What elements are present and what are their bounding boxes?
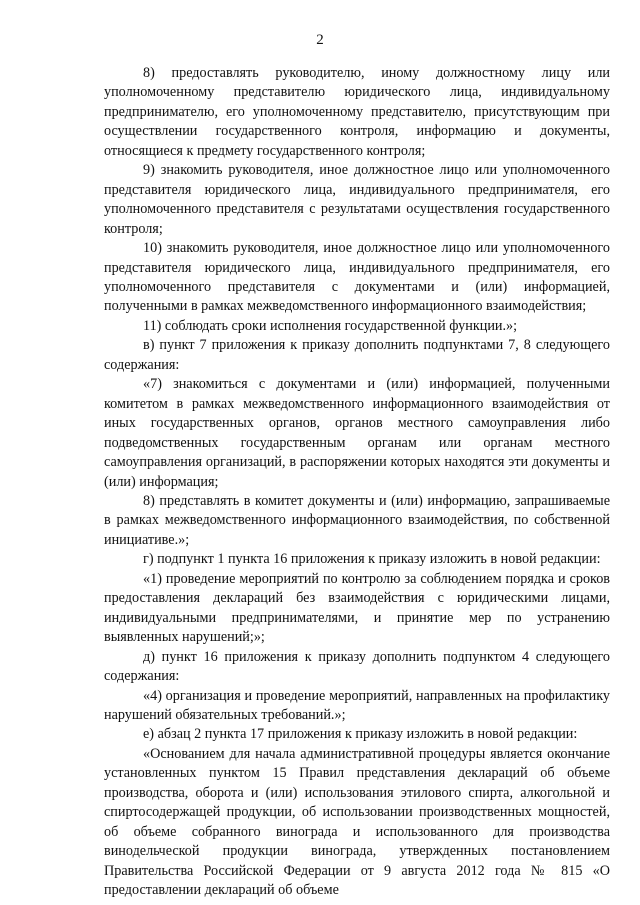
paragraph-item-8: 8) предоставлять руководителю, иному должностному лицу или уполномоченному представителю юридического лица, индивидуальному предпринимателю, его уполномоченному представителю, присутствующим при осуществлении государственного контроля, информацию и документы, относящиеся к предмету государственного контроля; (104, 65, 610, 159)
paragraph-amendment-d: д) пункт 16 приложения к приказу дополнить подпунктом 4 следующего содержания: (104, 648, 610, 685)
paragraph-amendment-g: г) подпункт 1 пункта 16 приложения к приказу изложить в новой редакции: (143, 551, 601, 568)
paragraph-quoted-basis: «Основанием для начала административной процедуры является окончание установленных пунктом 15 Правил представления деклараций об объеме производства, оборота и (или) использования этилового спирта, алкогольной и спиртосодержащей продукции, об использовании производственных мощностей, об объеме собранного винограда и использованного для производства винодельческой продукции винограда, утвержденных постановлением Правительства Российской Федерации от 9 августа 2012 года № 815 «О предоставлении деклараций об объеме (104, 745, 610, 899)
paragraph-quoted-subitem-4: «4) организация и проведение мероприятий, направленных на профилактику нарушений обязательных требований.»; (104, 687, 610, 723)
paragraph-amendment-e: е) абзац 2 пункта 17 приложения к приказу изложить в новой редакции: (143, 726, 578, 743)
paragraph-item-10: 10) знакомить руководителя, иное должностное лицо или уполномоченного представителя юридического лица, индивидуального предпринимателя, его уполномоченного представителя с документами и (или) информацией, полученными в рамках межведомственного информационного взаимодействия; (104, 240, 610, 315)
paragraph-quoted-item-8: 8) представлять в комитет документы и (или) информацию, запрашиваемые в рамках межведомственного информационного взаимодействия, по собственной инициативе.»; (104, 492, 610, 548)
page-number: 2 (316, 32, 324, 48)
paragraph-item-9: 9) знакомить руководителя, иное должностное лицо или уполномоченного представителя юридического лица, индивидуального предпринимателя, его уполномоченного представителя с результатами осуществления государственного контроля; (104, 162, 610, 237)
paragraph-quoted-subitem-1: «1) проведение мероприятий по контролю за соблюдением порядка и сроков предоставления деклараций без взаимодействия с юридическими лицами, индивидуальными предпринимателями, и принятие мер по устранению выявленных нарушений;»; (104, 570, 610, 646)
document-body (104, 64, 610, 900)
paragraph-quoted-item-7: «7) знакомиться с документами и (или) информацией, полученными комитетом в рамках межведомственного информационного взаимодействия от иных государственных органов, органов местного самоуправления либо подведомственных государственным органам или органам местного самоуправления организаций, в распоряжении которых находятся эти документы и (или) информация; (104, 376, 610, 490)
paragraph-amendment-v: в) пункт 7 приложения к приказу дополнить подпунктами 7, 8 следующего содержания: (104, 337, 610, 373)
paragraph-item-11: 11) соблюдать сроки исполнения государственной функции.»; (143, 317, 518, 334)
